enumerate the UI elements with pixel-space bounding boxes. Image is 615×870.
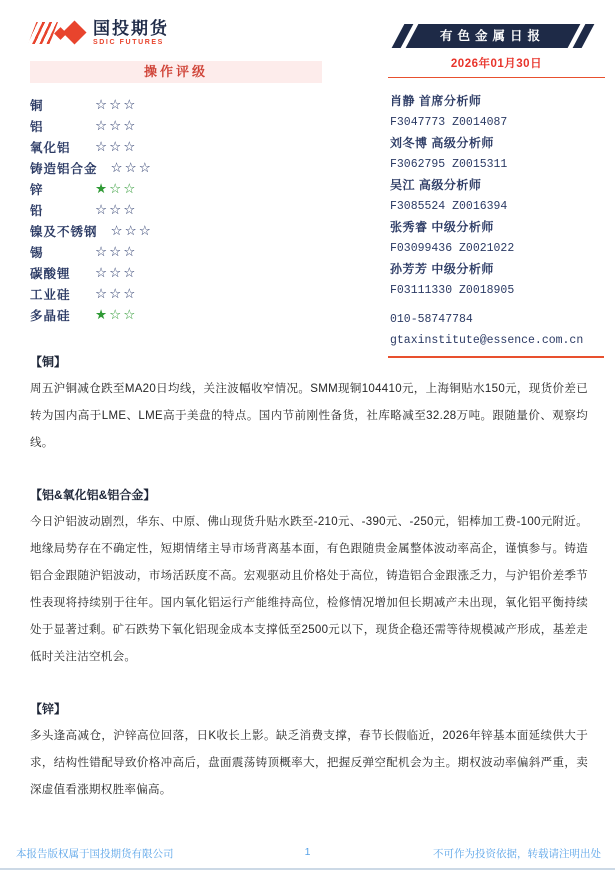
analyst-name: 吴江 高级分析师 bbox=[390, 178, 482, 192]
rating-stars: ☆☆☆ bbox=[95, 117, 138, 133]
footer-disclaimer: 不可作为投资依据，转载请注明出处 bbox=[433, 848, 601, 860]
footer-copyright: 本报告版权属于国投期货有限公司 bbox=[16, 848, 174, 860]
analyst-ids: F3085524 Z0016394 bbox=[390, 200, 508, 213]
metal-name: 铝 bbox=[30, 119, 44, 134]
metal-name: 铜 bbox=[30, 98, 44, 113]
analyst-ids: F03111330 Z0018905 bbox=[390, 284, 515, 297]
logo-mark-icon bbox=[28, 18, 86, 48]
analyst-list bbox=[390, 91, 606, 301]
section-title: 【锌】 bbox=[30, 702, 67, 716]
rating-row bbox=[30, 199, 322, 220]
rating-row bbox=[30, 241, 322, 262]
section-title: 【铜】 bbox=[30, 355, 67, 369]
report-date: 2026年01月30日 bbox=[450, 58, 543, 70]
ratings-header: 操作评级 bbox=[30, 61, 322, 83]
rating-stars: ☆☆☆ bbox=[110, 159, 153, 175]
report-title-text: 有色金属日报 bbox=[440, 29, 546, 43]
rating-stars: ★☆☆ bbox=[95, 180, 138, 196]
report-title-banner bbox=[398, 24, 588, 48]
analysts-panel bbox=[390, 91, 606, 358]
company-logo bbox=[28, 18, 169, 48]
metal-name: 铅 bbox=[30, 203, 44, 218]
analyst-ids: F3062795 Z0015311 bbox=[390, 158, 508, 171]
page-number: 1 bbox=[304, 846, 311, 858]
rating-row bbox=[30, 283, 322, 304]
analyst-ids: F03099436 Z0021022 bbox=[390, 242, 515, 255]
rating-row bbox=[30, 157, 322, 178]
logo-diamond-large-icon bbox=[62, 20, 86, 44]
rating-row bbox=[30, 94, 322, 115]
section-body: 今日沪铝波动剧烈，华东、中原、佛山现货升贴水跌至-210元、-390元、-250元，铝棒加工费-100元附近。地缘局势存在不确定性，短期情绪主导市场背离基本面，有色跟随贵金属整体波动率高企，谨慎参与。铸造铝合金跟随沪铝波动，市场活跃度不高。宏观驱动且价格处于高位，铸造铝合金跟涨乏力，与沪铝价差季节性表现将持续别于往年。国内氧化铝运行产能维持高位，检修情况增加但长期减产未出现，氧化铝平衡持续处于显著过剩。矿石跌势下氧化铝现金成本支撑低至2500元以下，现货企稳还需等待规模减产形成，基差走低时关注沽空机会。 bbox=[30, 516, 588, 663]
metal-name: 铸造铝合金 bbox=[30, 161, 98, 176]
rating-row bbox=[30, 220, 322, 241]
analyst-ids: F3047773 Z0014087 bbox=[390, 116, 508, 129]
section-body: 多头逢高减仓，沪锌高位回落，日K收长上影。缺乏消费支撑，春节长假临近，2026年锌基本面延续供大于求，结构性错配导致价格冲高后，盘面震荡铸顶概率大，把握反弹空配机会为主。期权波动率偏斜严重，卖深虚值看涨期权胜率偏高。 bbox=[30, 730, 588, 796]
section-title: 【铝&氧化铝&铝合金】 bbox=[30, 488, 156, 502]
contact-email: gtaxinstitute@essence.com.cn bbox=[390, 334, 584, 347]
section-body: 周五沪铜减仓跌至MA20日均线，关注波幅收窄情况。SMM现铜104410元，上海铜贴水150元，现货价差已转为国内高于LME、LME高于美盘的特点。国内节前刚性备货，社库略减至32.28万吨。跟随量价、观察均线。 bbox=[30, 383, 588, 449]
metal-name: 锌 bbox=[30, 182, 44, 197]
report-section bbox=[30, 482, 588, 671]
report-title bbox=[406, 24, 581, 48]
metal-name: 镍及不锈钢 bbox=[30, 224, 98, 239]
rating-stars: ☆☆☆ bbox=[110, 222, 153, 238]
metal-name: 氧化铝 bbox=[30, 140, 71, 155]
rating-stars: ★☆☆ bbox=[95, 306, 138, 322]
report-section bbox=[30, 349, 588, 457]
rating-row bbox=[30, 136, 322, 157]
ratings-list bbox=[30, 94, 322, 325]
metal-name: 工业硅 bbox=[30, 287, 71, 302]
metal-name: 锡 bbox=[30, 245, 44, 260]
rating-row bbox=[30, 178, 322, 199]
logo-text bbox=[93, 20, 169, 47]
analyst-name: 孙芳芳 中级分析师 bbox=[390, 262, 494, 276]
rating-stars: ☆☆☆ bbox=[95, 201, 138, 217]
page-footer bbox=[0, 846, 615, 860]
report-section bbox=[30, 696, 588, 804]
rating-stars: ☆☆☆ bbox=[95, 285, 138, 301]
logo-name-cn: 国投期货 bbox=[93, 18, 169, 38]
rating-row bbox=[30, 304, 322, 325]
analyst-name: 肖静 首席分析师 bbox=[390, 94, 482, 108]
logo-name-en: SDIC FUTURES bbox=[93, 38, 164, 46]
rating-stars: ☆☆☆ bbox=[95, 243, 138, 259]
rating-stars: ☆☆☆ bbox=[95, 96, 138, 112]
metal-name: 碳酸锂 bbox=[30, 266, 71, 281]
metal-name: 多晶硅 bbox=[30, 308, 71, 323]
analyst-name: 张秀睿 中级分析师 bbox=[390, 220, 494, 234]
rating-stars: ☆☆☆ bbox=[95, 264, 138, 280]
report-date-block bbox=[388, 54, 605, 78]
rating-row bbox=[30, 115, 322, 136]
ratings-panel bbox=[30, 61, 322, 325]
contact-phone: 010-58747784 bbox=[390, 313, 473, 326]
rating-stars: ☆☆☆ bbox=[95, 138, 138, 154]
analyst-name: 刘冬博 高级分析师 bbox=[390, 136, 494, 150]
rating-row bbox=[30, 262, 322, 283]
report-sections bbox=[30, 349, 588, 829]
